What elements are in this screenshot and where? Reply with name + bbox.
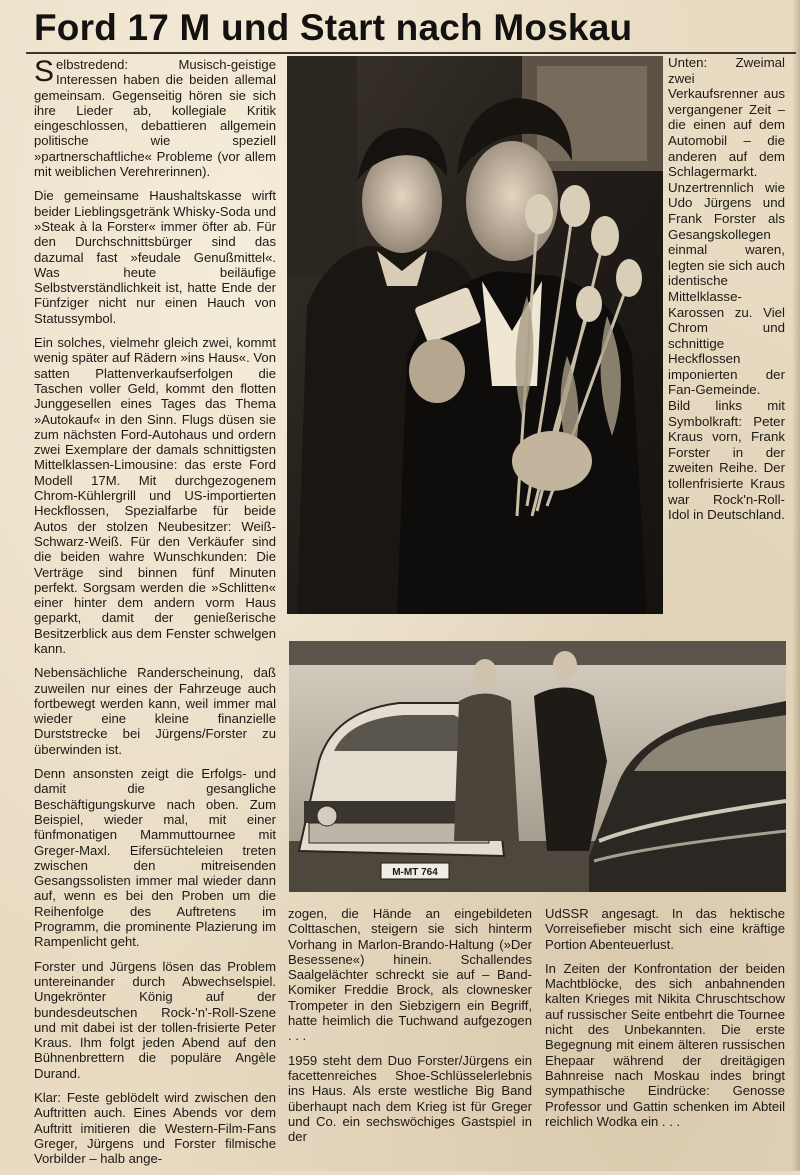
paragraph: Forster und Jürgens lösen das Problem untereinander durch Abwechselspiel. Ungekrönter König auf der bundesdeutschen Rock-'n'-Roll-Szene und mit dabei ist der tollen-frisierte Peter Kraus. Ihm folgt jeden Abend auf den Bühnenbrettern die populäre Angèle Durand. (34, 958, 276, 1081)
paragraph: Die gemeinsame Haushaltskasse wirft beider Lieblingsgetränk Whisky-Soda und »Steak à la Forster« immer öfter ab. Für den Durchschnittsbürger sind das dazumal fast »feudale Genußmittel«. Was heute beiläufige Selbstverständlichkeit ist, hatte Ende der Fünfziger nicht nur einen Hauch von Statussymbol. (34, 188, 276, 326)
paragraph: zogen, die Hände an eingebildeten Colttaschen, steigern sie sich hinterm Vorhang in Marlon-Brando-Haltung (»Der Besessene«) hinein. Schallendes Saalgelächter schreckt sie auf – Band-Komiker Freddie Brock, als clownesker Trompeter in den Siebzigern ein Begriff, hatte heimlich die Tuchwand aufgezogen . . . (288, 906, 532, 1044)
license-plate: M-MT 764 (392, 867, 438, 878)
photo-caption: Unten: Zweimal zwei Verkaufsrenner aus vergangener Zeit – die einen auf dem Automobil – die anderen auf dem Schlagermarkt. Unzertrennlich wie Udo Jürgens und Frank Forster als Gesangskollegen einmal waren, legten sie sich auch identische Mittelklasse-Karossen zu. Viel Chrom und schnittige Heckflossen imponierten der Fan-Gemeinde. Bild links mit Symbolkraft: Peter Kraus vorn, Frank Forster in der zweiten Reihe. Der tollenfrisierte Kraus war Rock'n-Roll-Idol in Deutschland. (668, 55, 785, 523)
paper-edge-shadow (792, 0, 800, 1171)
article-column-right (545, 906, 785, 1138)
paragraph: Klar: Feste geblödelt wird zwischen den Auftritten auch. Eines Abends vor dem Auftritt imitieren die Western-Film-Fans Greger, Jürgens und Forster filmische Vorbilder – halb ange- (34, 1090, 276, 1167)
article-column-middle (288, 906, 532, 1153)
paragraph: Ein solches, vielmehr gleich zwei, kommt wenig später auf Rädern »ins Haus«. Von satten Plattenverkaufserfolgen die Taschen voller Geld, kommt den flotten Junggesellen eines Tages das Thema »Autokauf« in den Sinn. Flugs düsen sie zum nächsten Ford-Autohaus und ordern zwei Exemplare der damals schnittigsten Mittelklassen-Limousine: das erste Ford Modell 17M. Mit durchgezogenem Chrom-Kühlergrill und US-importierten Heckflossen, Spezialfarbe für beide Autos der stolzen Neubesitzer: Weiß-Schwarz-Weiß. Für den Verkäufer sind die beiden wahre Wunschkunden: Die Verträge sind binnen fünf Minuten perfekt. Sorgsam werden die »Schlitten« einer hinter dem andern vorm Haus geparkt, damit der genießerische Besitzerblick aus dem Fenster schwelgen kann. (34, 335, 276, 656)
paragraph: UdSSR angesagt. In das hektische Vorreisefieber mischt sich eine kräftige Portion Abenteuerlust. (545, 906, 785, 952)
paragraph: In Zeiten der Konfrontation der beiden Machtblöcke, des sich anbahnenden kalten Krieges mit Nikita Chruschtschow auf russischer Seite entbehrt die Tournee nicht des Unbekannten. Die erste Begegnung mit einem älteren russischen Ehepaar während der dreitägigen Bahnreise nach Moskau indes bringt sympathische Eindrücke: Genosse Professor und Gattin schenken im Abteil reichlich Wodka ein . . . (545, 960, 785, 1129)
article-column-left (34, 57, 276, 1175)
headline: Ford 17 M und Start nach Moskau (34, 7, 633, 48)
paragraph: 1959 steht dem Duo Forster/Jürgens ein facettenreiches Shoe-Schlüsselerlebnis ins Haus. Als erste westliche Big Band überhaupt nach dem Krieg ist für Greger und Co. ein sechswöchiges Gastspiel in der (288, 1052, 532, 1145)
paragraph: Nebensächliche Randerscheinung, daß zuweilen nur eines der Fahrzeuge auch fortbewegt werden kann, weil immer mal wieder eine kleine finanzielle Durststrecke bei Jürgens/Forster zu überwinden ist. (34, 665, 276, 757)
paragraph: Denn ansonsten zeigt die Erfolgs- und damit die gesangliche Beschäftigungskurve nach oben. Zum Beispiel, wieder mal, mit einer fünfmonatigen Mammuttournee mit Greger-Maxl. Eifersüchteleien treten zwischen den mitreisenden Gesangssolisten immer mal wieder dann auf, wenn es bei den Proben um die Reihenfolge des Auftretens im Programm, die prominente Plazierung im Rampenlicht geht. (34, 766, 276, 950)
photo-two-ford-17m-cars (289, 641, 786, 892)
paragraph: Selbstredend: Musisch-geistige Interessen haben die beiden allemal gemeinsam. Gegenseitig hören sie sich ihre Lieder ab, kollegiale Kritik eingeschlossen, debattieren allgemein politische wie speziell »partnerschaftliche« Probleme (vor allem mit weiblichen Verehrerinnen). (34, 55, 276, 180)
headline-rule (26, 52, 796, 54)
column-divider (284, 56, 285, 906)
photo-peter-kraus-frank-forster (287, 56, 663, 614)
